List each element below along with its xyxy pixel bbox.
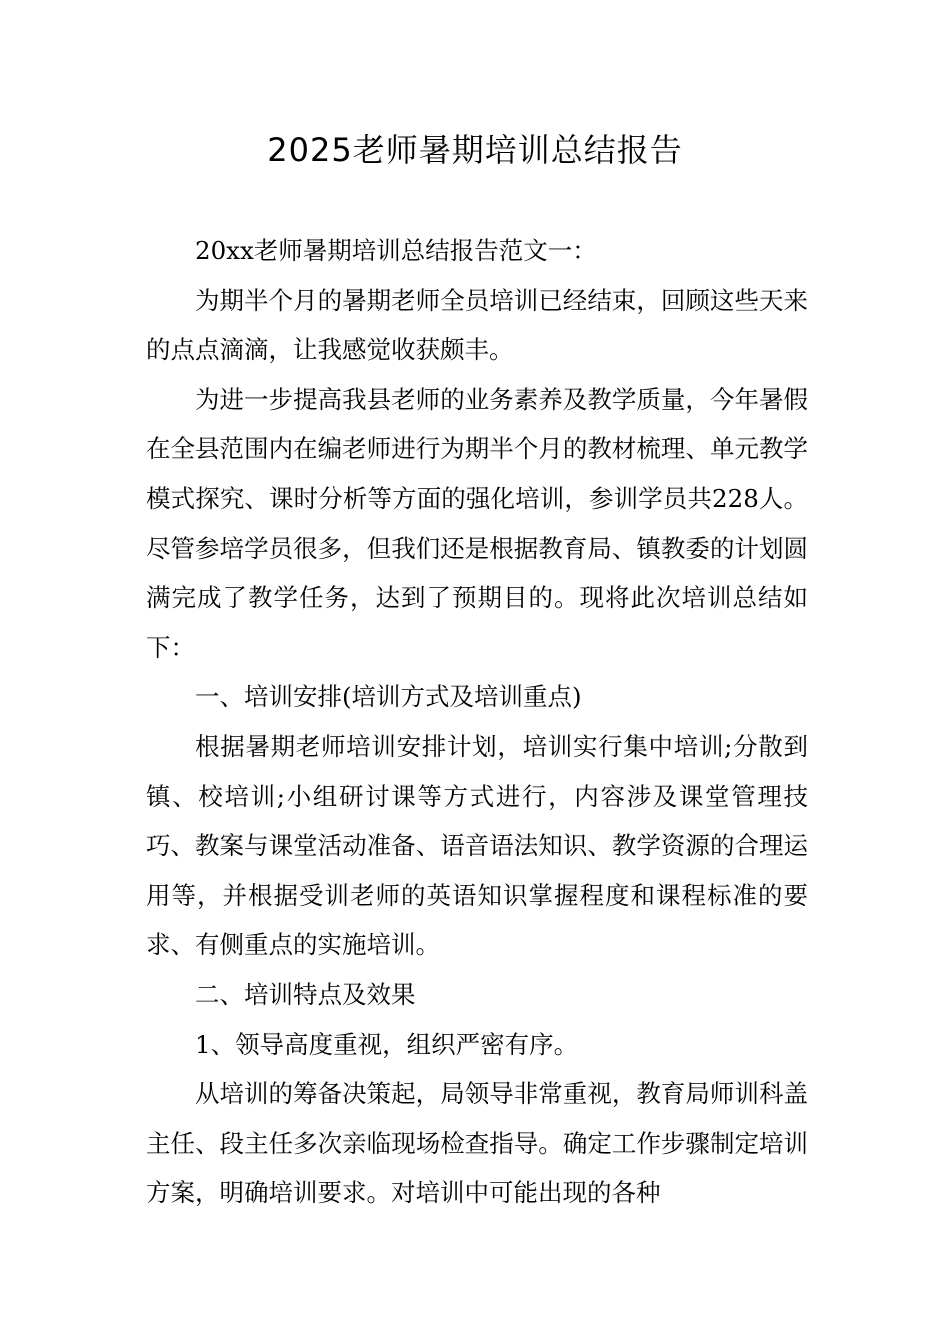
paragraph-arrangement: 根据暑期老师培训安排计划，培训实行集中培训;分散到镇、校培训;小组研讨课等方式进行，内容涉及课堂管理技巧、教案与课堂活动准备、语音语法知识、教学资源的合理运用等，并根据受训老师的英语知识掌握程度和课程标准的要求、有侧重点的实施培训。 (146, 731, 808, 960)
section-heading-arrangement: 一、培训安排(培训方式及培训重点) (195, 682, 582, 712)
paragraph-background: 为进一步提高我县老师的业务素养及教学质量，今年暑假在全县范围内在编老师进行为期半个月的教材梳理、单元教学模式探究、课时分析等方面的强化培训，参训学员共228人。尽管参培学员很多，但我们还是根据教育局、镇教委的计划圆满完成了教学任务，达到了预期目的。现将此次培训总结如下： (146, 384, 808, 662)
paragraph-leadership: 从培训的筹备决策起，局领导非常重视，教育局师训科盖主任、段主任多次亲临现场检查指导。确定工作步骤制定培训方案，明确培训要求。对培训中可能出现的各种 (146, 1079, 808, 1208)
paragraph-opening: 为期半个月的暑期老师全员培训已经结束，回顾这些天来的点点滴滴，让我感觉收获颇丰。 (146, 285, 808, 365)
section-heading-features: 二、培训特点及效果 (195, 979, 416, 1009)
paragraph-intro: 20xx老师暑期培训总结报告范文一： (195, 236, 597, 265)
document-body (146, 226, 808, 1218)
subheading-leadership: 1、领导高度重视，组织严密有序。 (195, 1029, 579, 1059)
document-title: 2025老师暑期培训总结报告 (267, 131, 683, 169)
